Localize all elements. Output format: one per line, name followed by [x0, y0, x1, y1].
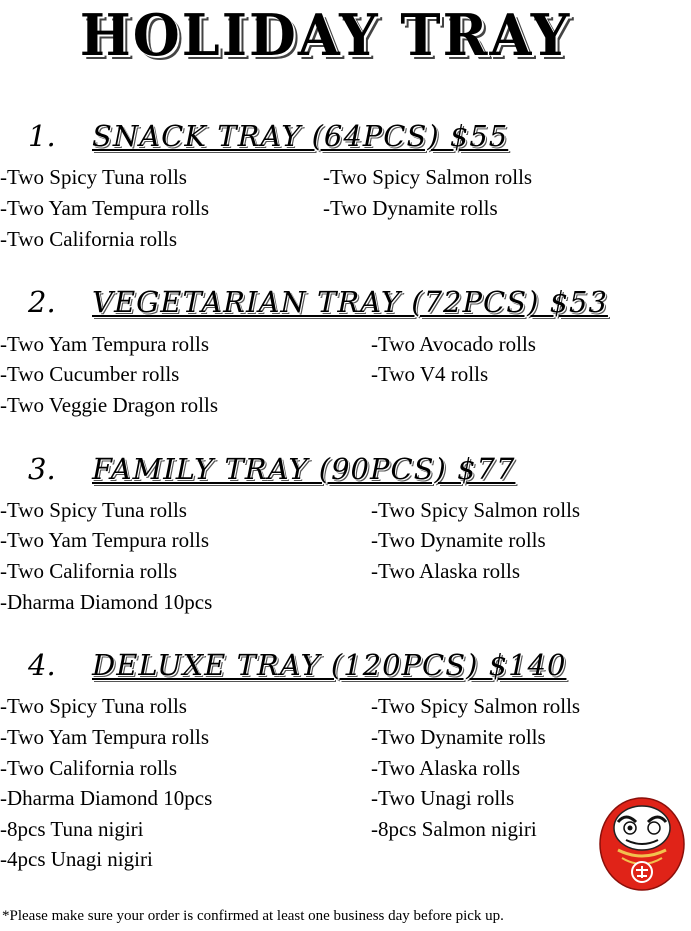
list-item: -Two California rolls	[0, 756, 177, 780]
list-item: -Two Dynamite rolls	[371, 528, 546, 552]
list-item: -Two Spicy Salmon rolls	[371, 694, 581, 718]
list-item: -Two Yam Tempura rolls	[0, 528, 209, 552]
list-item: -8pcs Tuna nigiri	[0, 817, 144, 841]
list-item: -Two Spicy Salmon rolls	[371, 498, 581, 522]
section-header-snack-tray	[28, 119, 509, 162]
section-name: VEGETARIAN TRAY (72PCS) $53	[92, 285, 608, 319]
list-item: -8pcs Salmon nigiri	[371, 817, 537, 841]
section-number: 2.	[28, 285, 56, 319]
section-number: 1.	[28, 119, 56, 153]
list-item: -Two Alaska rolls	[371, 559, 521, 583]
list-item: -Two Avocado rolls	[371, 332, 536, 356]
list-item: -Two Unagi rolls	[371, 786, 515, 810]
list-item: -Two Dynamite rolls	[371, 725, 546, 749]
list-item: -Two Alaska rolls	[371, 756, 521, 780]
list-item: -Two Yam Tempura rolls	[0, 725, 209, 749]
section-number: 4.	[28, 648, 56, 682]
list-item: -Two Dynamite rolls	[323, 196, 498, 220]
list-item: -Two Spicy Tuna rolls	[0, 165, 187, 189]
section-header-deluxe-tray	[28, 648, 567, 691]
list-item: -Dharma Diamond 10pcs	[0, 590, 213, 614]
list-item: -Two Yam Tempura rolls	[0, 196, 209, 220]
list-item: -Two V4 rolls	[371, 362, 489, 386]
list-item: -4pcs Unagi nigiri	[0, 847, 153, 871]
list-item: -Two Cucumber rolls	[0, 362, 180, 386]
section-name: SNACK TRAY (64PCS) $55	[92, 119, 509, 153]
list-item: -Two Spicy Tuna rolls	[0, 694, 187, 718]
section-name: FAMILY TRAY (90PCS) $77	[92, 452, 516, 486]
section-name: DELUXE TRAY (120PCS) $140	[92, 648, 567, 682]
footnote: *Please make sure your order is confirmed at least one business day before pick up.	[2, 908, 504, 924]
page-title: HOLIDAY TRAY	[79, 1, 572, 69]
list-item: -Two California rolls	[0, 227, 177, 251]
list-item: -Two California rolls	[0, 559, 177, 583]
list-item: -Dharma Diamond 10pcs	[0, 786, 213, 810]
daruma-doll-icon	[596, 792, 688, 892]
list-item: -Two Yam Tempura rolls	[0, 332, 209, 356]
section-header-family-tray	[28, 452, 516, 495]
section-header-vegetarian-tray	[28, 285, 608, 328]
list-item: -Two Spicy Tuna rolls	[0, 498, 187, 522]
list-item: -Two Veggie Dragon rolls	[0, 393, 219, 417]
list-item: -Two Spicy Salmon rolls	[323, 165, 533, 189]
section-number: 3.	[28, 452, 56, 486]
